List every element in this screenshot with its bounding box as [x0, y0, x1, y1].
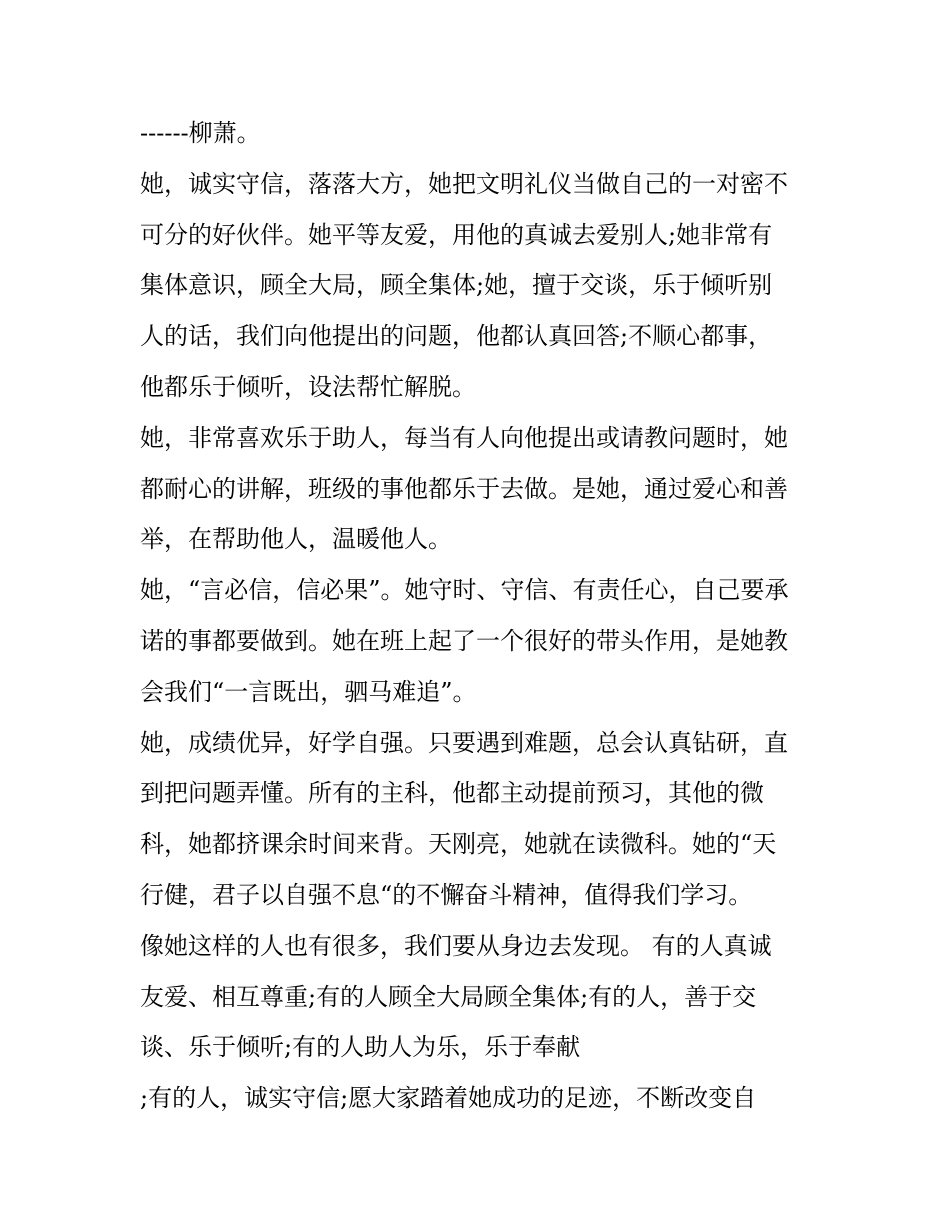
text-line: 诺的事都要做到。她在班上起了一个很好的带头作用，是她教	[140, 626, 788, 655]
text-line: 他都乐于倾听，设法帮忙解脱。	[140, 372, 476, 401]
text-line: 友爱、相互尊重;有的人顾全大局顾全集体;有的人，善于交	[140, 982, 757, 1011]
text-line: 她，非常喜欢乐于助人，每当有人向他提出或请教问题时，她	[140, 423, 788, 452]
text-line: 集体意识，顾全大局，顾全集体;她，擅于交谈，乐于倾听别	[140, 271, 773, 300]
document-body	[140, 108, 820, 1124]
text-line: 人的话，我们向他提出的问题，他都认真回答;不顺心都事，	[140, 322, 773, 351]
text-line: 她，“言必信，信必果”。她守时、守信、有责任心，自己要承	[140, 576, 789, 605]
text-line: 她，成绩优异，好学自强。只要遇到难题，总会认真钻研，直	[140, 728, 788, 757]
text-line: 谈、乐于倾听;有的人助人为乐，乐于奉献	[140, 1033, 581, 1062]
text-line: ------柳萧。	[140, 119, 261, 147]
text-line: 科，她都挤课余时间来背。天刚亮，她就在读微科。她的“天	[140, 830, 777, 859]
text-line: 举，在帮助他人，温暖他人。	[140, 525, 452, 554]
text-line: 她，诚实守信，落落大方，她把文明礼仪当做自己的一对密不	[140, 169, 788, 198]
text-line: 行健，君子以自强不息“的不懈奋斗精神，值得我们学习。	[140, 880, 753, 909]
text-line: 像她这样的人也有很多，我们要从身边去发现。 有的人真诚	[140, 931, 772, 960]
text-line: 可分的好伙伴。她平等友爱，用他的真诚去爱别人;她非常有	[140, 220, 773, 249]
text-line: 都耐心的讲解，班级的事他都乐于去做。是她，通过爱心和善	[140, 474, 788, 503]
text-line: ;有的人，诚实守信;愿大家踏着她成功的足迹，不断改变自	[140, 1084, 757, 1113]
text-line: 到把问题弄懂。所有的主科，他都主动提前预习，其他的微	[140, 779, 764, 808]
text-line: 会我们“一言既出，驷马难追”。	[140, 677, 477, 706]
